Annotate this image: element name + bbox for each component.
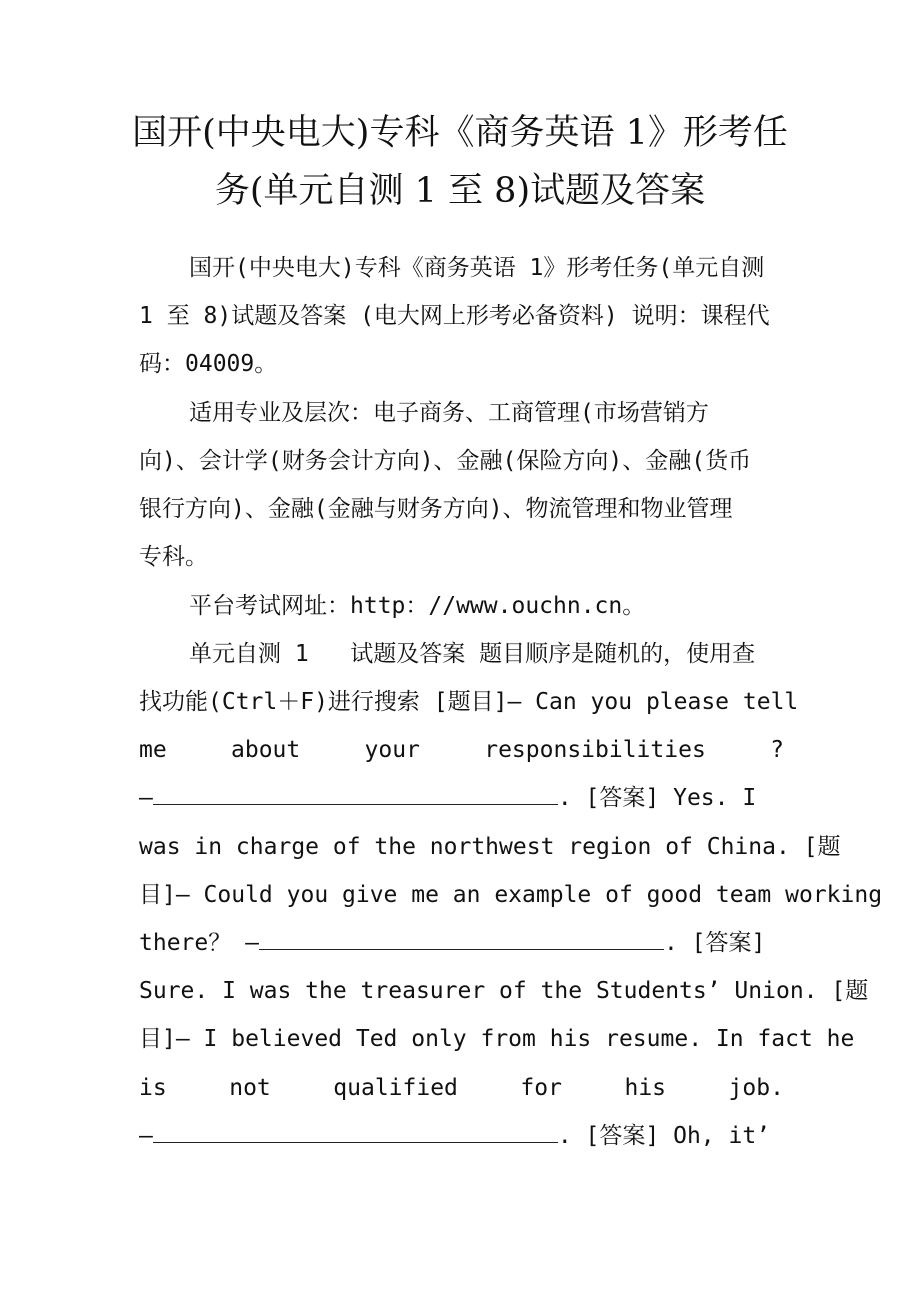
body-line: was in charge of the northwest region of China. [题 bbox=[139, 834, 841, 860]
document-title bbox=[100, 104, 820, 220]
answer-blank-line bbox=[139, 783, 784, 813]
body-line: 平台考试网址：http：//www.ouchn.cn。 bbox=[189, 593, 646, 619]
body-line: 目]— I believed Ted only from his resume. In fact he bbox=[139, 1026, 855, 1052]
body-line: 国开(中央电大)专科《商务英语 1》形考任务(单元自测 bbox=[189, 255, 765, 281]
word: for bbox=[520, 1075, 562, 1101]
body-line: 单元自测 1 试题及答案 题目顺序是随机的，使用查 bbox=[189, 641, 756, 667]
title-line-2: 务(单元自测 1 至 8)试题及答案 bbox=[214, 171, 706, 211]
word: responsibilities bbox=[484, 737, 706, 763]
justified-line bbox=[139, 1073, 784, 1103]
answer-text: . [答案] bbox=[663, 930, 766, 956]
word: your bbox=[364, 737, 420, 763]
body-line: Sure. I was the treasurer of the Students’ Union. [题 bbox=[139, 978, 869, 1004]
body-line: 向)、会计学(财务会计方向)、金融(保险方向)、金融(货币 bbox=[139, 448, 752, 474]
answer-text: . [答案] Oh, it’ bbox=[557, 1123, 771, 1149]
body-line: 码：04009。 bbox=[139, 351, 278, 377]
title-line-1: 国开(中央电大)专科《商务英语 1》形考任 bbox=[132, 113, 788, 153]
blank-underline bbox=[153, 1122, 558, 1143]
word: about bbox=[231, 737, 301, 763]
justified-line bbox=[139, 735, 784, 765]
word: not bbox=[229, 1075, 271, 1101]
dash: — bbox=[139, 1123, 153, 1149]
word: job. bbox=[728, 1075, 784, 1101]
answer-blank-line bbox=[139, 928, 784, 958]
body-line: 1 至 8)试题及答案 (电大网上形考必备资料) 说明：课程代 bbox=[139, 303, 770, 329]
word: qualified bbox=[333, 1075, 458, 1101]
body-line: 找功能(Ctrl＋F)进行搜索 [题目]— Can you please tell bbox=[139, 689, 799, 715]
word: me bbox=[139, 737, 167, 763]
body-line: 专科。 bbox=[139, 544, 208, 570]
body-line: 适用专业及层次：电子商务、工商管理(市场营销方 bbox=[189, 400, 709, 426]
body-line: 银行方向)、金融(金融与财务方向)、物流管理和物业管理 bbox=[139, 496, 733, 522]
question-end: there？ — bbox=[139, 930, 259, 956]
answer-text: . [答案] Yes. I bbox=[557, 785, 757, 811]
body-line: 目]— Could you give me an example of good team working bbox=[139, 882, 883, 908]
dash: — bbox=[139, 785, 153, 811]
blank-underline bbox=[153, 784, 558, 805]
word: his bbox=[624, 1075, 667, 1101]
word: is bbox=[139, 1075, 167, 1101]
answer-blank-line bbox=[139, 1121, 784, 1151]
word: ? bbox=[770, 737, 784, 763]
blank-underline bbox=[259, 929, 664, 950]
